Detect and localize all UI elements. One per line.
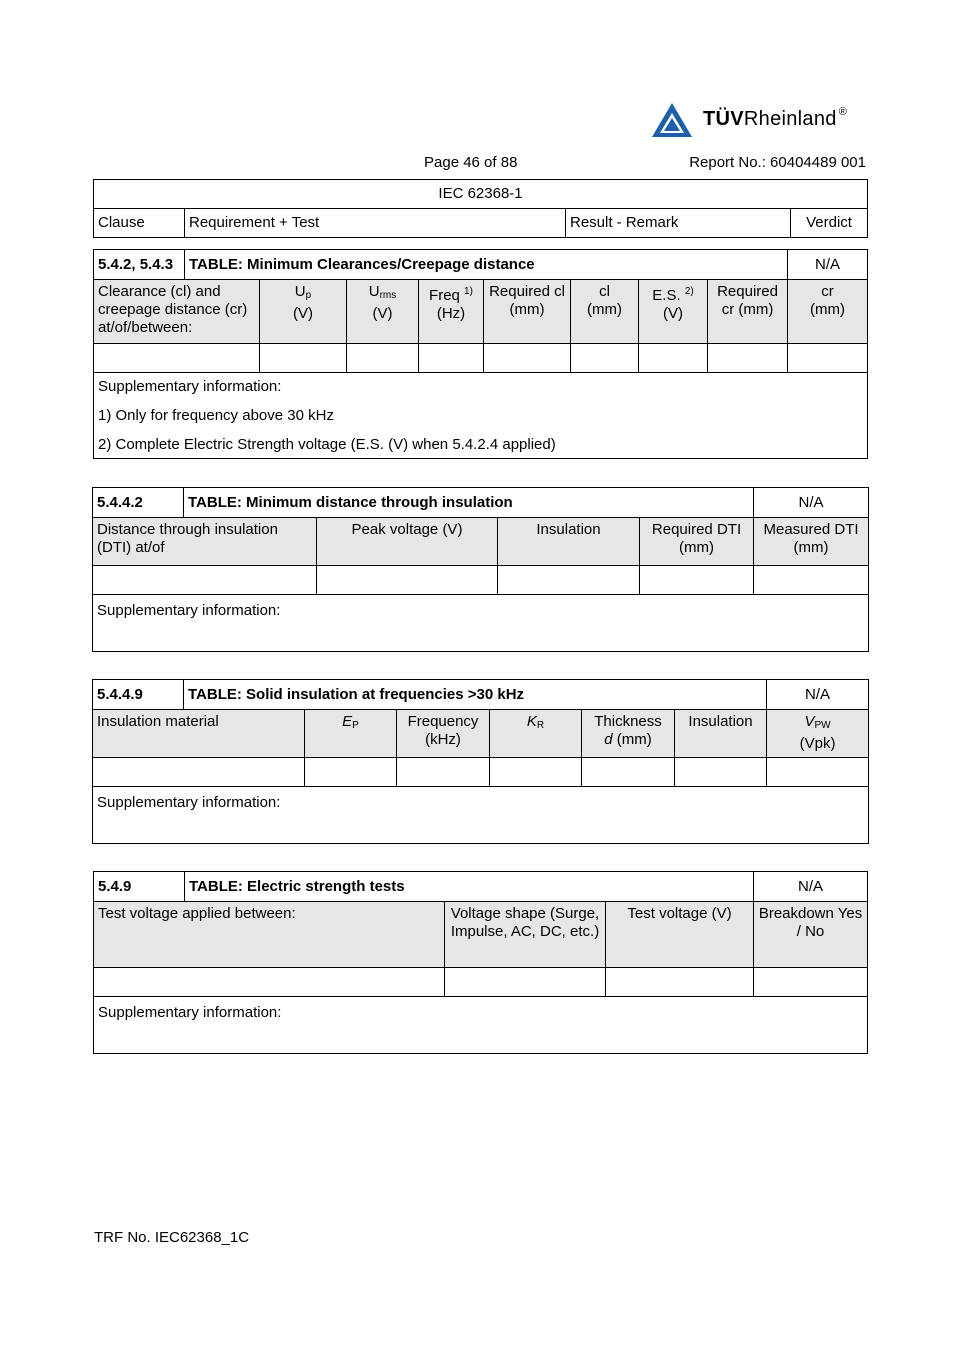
h-thick: Thickness — [594, 713, 662, 730]
table-row — [93, 566, 869, 595]
table2-h-meas-dti: Measured DTI (mm) — [754, 518, 869, 566]
h-es: E.S. — [652, 287, 681, 304]
table-cell — [347, 344, 419, 373]
table1-h-es — [639, 280, 708, 344]
h-kr-main: K — [526, 713, 537, 730]
table-cell — [708, 344, 788, 373]
h-up-main: U — [294, 283, 306, 300]
table-cell — [94, 968, 445, 997]
table2-h-peak: Peak voltage (V) — [317, 518, 498, 566]
table1-h-location: Clearance (cl) and creepage distance (cr) at/of/between: — [94, 280, 260, 344]
h-freq-unit: (Hz) — [436, 305, 466, 322]
table1-h-req-cl: Required cl (mm) — [484, 280, 571, 344]
table3-h-insulation: Insulation — [675, 710, 767, 758]
h-kr-sub: R — [536, 720, 545, 731]
table-cell — [582, 758, 675, 787]
table-cell — [498, 566, 640, 595]
table2-verdict: N/A — [754, 488, 869, 518]
table-cell — [606, 968, 754, 997]
supp-title: Supplementary information: — [98, 378, 282, 395]
table2-title: TABLE: Minimum distance through insulation — [184, 488, 754, 518]
table2-h-req-dti: Required DTI (mm) — [640, 518, 754, 566]
table1-h-req-cr: Required cr (mm) — [708, 280, 788, 344]
table-cell — [767, 758, 869, 787]
supp-title: Supplementary information: — [98, 1004, 282, 1021]
table-cell — [754, 968, 868, 997]
col-clause: Clause — [94, 209, 185, 238]
clearances-table — [93, 249, 868, 459]
supp-title: Supplementary information: — [97, 602, 281, 619]
table4-h-shape: Voltage shape (Surge, Impulse, AC, DC, etc.) — [445, 902, 606, 968]
table1-h-up — [260, 280, 347, 344]
table-cell — [397, 758, 490, 787]
h-thick-d: d — [604, 731, 613, 748]
h-thick-unit: (mm) — [612, 731, 652, 748]
table4-clause: 5.4.9 — [94, 872, 185, 902]
tuv-rheinland-logo — [650, 101, 870, 139]
table2-h-dti: Distance through insulation (DTI) at/of — [93, 518, 317, 566]
table-cell — [788, 344, 868, 373]
table-cell — [317, 566, 498, 595]
table1-supplementary — [94, 373, 868, 459]
h-vpw-sub: PW — [814, 720, 831, 731]
table4-h-test-voltage: Test voltage (V) — [606, 902, 754, 968]
table-cell — [260, 344, 347, 373]
trf-number: TRF No. IEC62368_1C — [94, 1229, 250, 1246]
table3-h-kr — [490, 710, 582, 758]
table2-clause: 5.4.4.2 — [93, 488, 184, 518]
page-number: Page 46 of 88 — [424, 154, 518, 171]
table4-supplementary — [94, 997, 868, 1054]
electric-strength-table — [93, 871, 868, 1054]
dti-table — [92, 487, 869, 652]
supp-note-1: 1) Only for frequency above 30 kHz — [98, 407, 334, 424]
table3-supplementary — [93, 787, 869, 844]
table-cell — [93, 758, 305, 787]
table3-h-thickness — [582, 710, 675, 758]
table4-verdict: N/A — [754, 872, 868, 902]
table4-h-breakdown: Breakdown Yes / No — [754, 902, 868, 968]
table-cell — [490, 758, 582, 787]
table1-h-urms — [347, 280, 419, 344]
h-freq-note: 1) — [464, 286, 473, 297]
h-cl: cl — [599, 283, 610, 300]
table1-verdict: N/A — [788, 250, 868, 280]
logo-wordmark — [703, 108, 847, 131]
solid-insulation-table — [92, 679, 869, 844]
table-cell — [93, 566, 317, 595]
h-freq: Freq — [429, 287, 460, 304]
logo-tuv: TÜV — [703, 108, 744, 130]
table2-h-insulation: Insulation — [498, 518, 640, 566]
table2-supplementary — [93, 595, 869, 652]
col-requirement: Requirement + Test — [185, 209, 566, 238]
logo-registered: ® — [838, 106, 848, 118]
table-cell — [484, 344, 571, 373]
table-cell — [445, 968, 606, 997]
h-ep-sub: P — [352, 720, 359, 731]
table-row — [94, 968, 868, 997]
col-result: Result - Remark — [566, 209, 791, 238]
table4-h-between: Test voltage applied between: — [94, 902, 445, 968]
table-cell — [94, 344, 260, 373]
table3-h-freq: Frequency (kHz) — [397, 710, 490, 758]
h-vpw-unit: (Vpk) — [799, 735, 836, 752]
table1-h-cl — [571, 280, 639, 344]
table-cell — [419, 344, 484, 373]
table1-h-freq — [419, 280, 484, 344]
logo-rheinland: Rheinland — [743, 108, 837, 130]
table-cell — [675, 758, 767, 787]
col-verdict: Verdict — [791, 209, 868, 238]
h-es-note: 2) — [684, 286, 694, 297]
table-cell — [639, 344, 708, 373]
h-cl-unit: (mm) — [587, 301, 622, 318]
standard-header-table — [93, 179, 868, 238]
table-cell — [640, 566, 754, 595]
table1-clause: 5.4.2, 5.4.3 — [94, 250, 185, 280]
h-up-unit: (V) — [293, 305, 313, 322]
table-row — [94, 344, 868, 373]
supp-note-2: 2) Complete Electric Strength voltage (E.S. (V) when 5.4.2.4 applied) — [98, 436, 556, 453]
h-urms-main: U — [368, 283, 380, 300]
page-header-line — [94, 154, 866, 174]
table3-h-ep — [305, 710, 397, 758]
h-cr: cr — [821, 283, 834, 300]
table3-title: TABLE: Solid insulation at frequencies >30 kHz — [184, 680, 767, 710]
table4-title: TABLE: Electric strength tests — [185, 872, 754, 902]
table-cell — [571, 344, 639, 373]
h-ep-main: E — [342, 713, 353, 730]
h-up-sub: p — [305, 290, 312, 301]
h-cr-unit: (mm) — [810, 301, 846, 318]
table-row — [93, 758, 869, 787]
table3-clause: 5.4.4.9 — [93, 680, 184, 710]
standard-name: IEC 62368-1 — [94, 180, 868, 209]
tuv-triangle-icon — [650, 101, 694, 139]
supp-title: Supplementary information: — [97, 794, 281, 811]
h-vpw-main: V — [804, 713, 815, 730]
h-es-unit: (V) — [663, 305, 683, 322]
table3-verdict: N/A — [767, 680, 869, 710]
report-number: Report No.: 60404489 001 — [689, 154, 866, 171]
table-cell — [305, 758, 397, 787]
table3-h-material: Insulation material — [93, 710, 305, 758]
table1-title: TABLE: Minimum Clearances/Creepage distance — [185, 250, 788, 280]
table-cell — [754, 566, 869, 595]
h-urms-sub: rms — [379, 290, 397, 301]
table1-h-cr — [788, 280, 868, 344]
table3-h-vpw — [767, 710, 869, 758]
h-urms-unit: (V) — [372, 305, 393, 322]
